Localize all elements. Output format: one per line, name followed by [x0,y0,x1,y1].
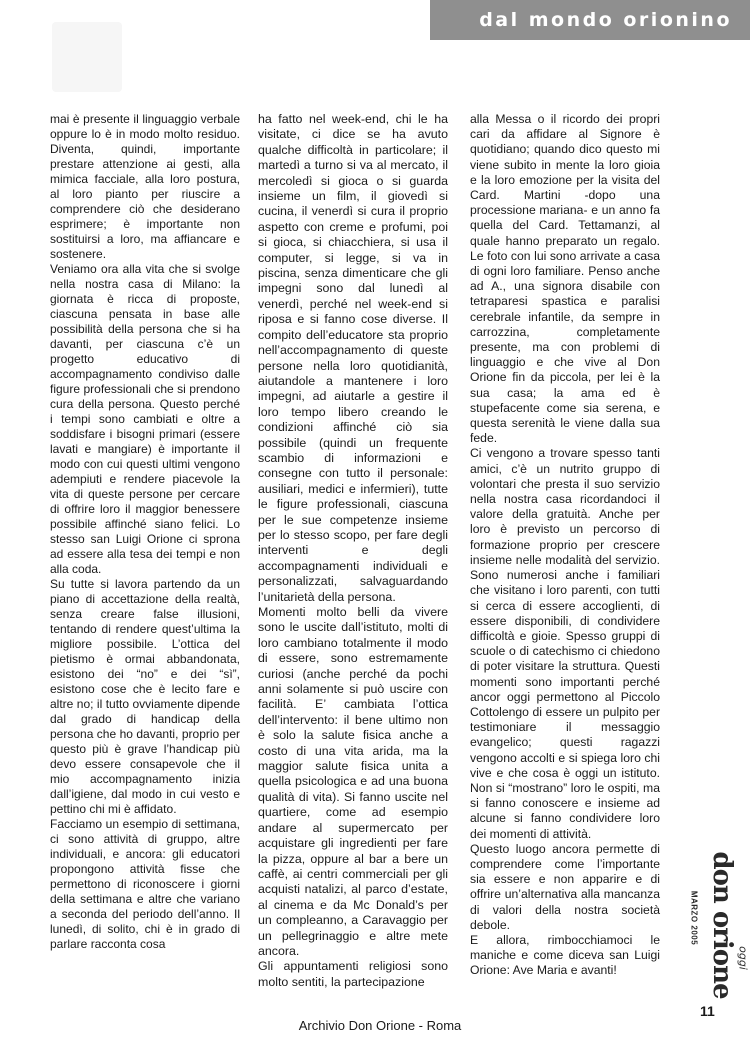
paragraph: Veniamo ora alla vita che si svolge nella nostra casa di Milano: la giornata è ricca di proposte, ciascuna pensata in base alle possibilità della persona che si ha davanti, per ciascuna c’è un progetto educativo di accompagnamento condiviso dalle figure professionali che si prendono cura della persona. Questo perché i tempi sono cambiati e oltre a soddisfare i bisogni primari (essere lavati e mangiare) è importante il modo con cui questi ultimi vengono adempiuti e rendere piacevole la vita di queste persone per cercare di offrire loro il maggior benessere possibile affinché siano felici. Lo stesso san Luigi Orione ci sprona ad essere alla tesa dei tempi e non alla coda. [50,262,240,576]
text-column-3 [470,112,660,979]
paragraph: Facciamo un esempio di settimana, ci sono attività di gruppo, altre individuali, e ancora: gli educatori propongono attività fisse che permettono di riconoscere i giorni della settimana e altre che variano a seconda del periodo dell’anno. Il lunedì, di solito, chi è in grado di parlare racconta cosa [50,817,240,951]
archive-footer: Archivio Don Orione - Roma [298,1018,462,1033]
section-title: dal mondo orionino [479,9,732,31]
paragraph: Ci vengono a trovare spesso tanti amici, c’è un nutrito gruppo di volontari che presta il suo servizio nella nostra casa ricordandoci il valore della gratuità. Anche per loro è previsto un percorso di formazione proprio per crescere insieme nelle modalità del servizio. Sono numerosi anche i familiari che visitano i loro parenti, con tutti si cerca di essere accoglienti, di essere disponibili, di condividere difficoltà e gioie. Spesso gruppi di scuole o di catechismo ci chiedono di poter visitare la struttura. Questi momenti sono importanti perché ancor oggi permettono al Piccolo Cottolengo di essere un pulpito per testimoniare il messaggio evangelico; questi ragazzi vengono accolti e si spiega loro chi vive e che cosa è oggi un istituto. Non si “mostrano” loro le ospiti, ma si fanno conoscere e insieme ad alcune si fanno condividere loro dei momenti di attività. [470,446,660,841]
section-header-band [430,0,750,40]
page-number: 11 [700,1003,715,1019]
paragraph: Gli appuntamenti religiosi sono molto sentiti, la partecipazione [258,959,448,989]
paragraph: mai è presente il linguaggio verbale oppure lo è in modo molto residuo. Diventa, quindi, importante prestare attenzione ai gesti, alla mimica facciale, alla loro postura, al loro pianto per riuscire a comprendere ciò che desiderano esprimere; è importante non sostituirsi a loro, ma affiancare e sostenere. [50,112,240,261]
magazine-logo: don orione [707,851,737,999]
issue-date: MARZO 2005 [689,890,699,946]
magazine-logo-subtitle: oggi [736,946,750,970]
text-column-1 [50,112,240,952]
text-column-2 [258,112,448,990]
paragraph: E allora, rimbocchiamoci le maniche e come diceva san Luigi Orione: Ave Maria e avanti! [470,932,660,978]
paragraph: alla Messa o il ricordo dei propri cari da affidare al Signore è quotidiano; quando dico questo mi viene subito in mente la loro gioia e la loro emozione per la visita del Card. Martini -dopo una processione mariana- e un anno fa quella del Card. Tettamanzi, al quale hanno preparato un regalo. Le foto con lui sono arrivate a casa di ogni loro familiare. Penso anche ad A., una signora disabile con tetraparesi spastica e paralisi cerebrale infantile, da sempre in carrozzina, completamente presente, ma con problemi di linguaggio e che vive al Don Orione fin da piccola, per lei è la sua casa; la ama ed è stupefacente come sia serena, e questa serenità le viene dalla sua fede. [470,112,660,446]
paragraph: ha fatto nel week-end, chi le ha visitate, ci dice se ha avuto qualche difficoltà in particolare; il martedì a turno si va al mercato, il mercoledì si gioca o si guarda insieme un film, il giovedì si cucina, il venerdì si cura il proprio aspetto con creme e profumi, poi si gioca, si chiacchiera, si usa il computer, si legge, si va in piscina, senza dimenticare che gli impegni sono dal lunedì al venerdì, perché nel week-end si riposa e si fanno cose diverse. Il compito dell’educatore sta proprio nell’accompagnamento di queste persone nella loro quotidianità, aiutandole a mantenere i loro impegni, ad aiutarle a gestire il loro tempo libero creando le condizioni affinché ciò sia possibile (quindi un frequente scambio di informazioni e consegne con tutto il personale: ausiliari, medici e infermieri), tutte le figure professionali, ciascuna per le sue competenze insieme per lo stesso scopo, per fare degli interventi e degli accompagnamenti individuali e personalizzati, salvaguardando l’unitarietà della persona. [258,112,448,604]
faded-photo-corner [52,22,122,92]
paragraph: Su tutte si lavora partendo da un piano di accettazione della realtà, senza creare false illusioni, tentando di rendere quest’ultima la migliore possibile. L’ottica del pietismo è ormai abbandonata, esistono dei “no” e dei “sì”, esistono cose che è lecito fare e altre no; il tutto ovviamente dipende dal grado di handicap della persona che ho davanti, proprio per questo più è grave l’handicap più devo essere consapevole che il mio accompagnamento inizia dall’igiene, dal modo in cui vesto e pettino chi mi è affidato. [50,577,240,816]
paragraph: Momenti molto belli da vivere sono le uscite dall’istituto, molti di loro cambiano totalmente il modo di essere, sono estremamente curiosi (anche perché da pochi anni solamente si può uscire con facilità. E’ cambiata l’ottica dell’intervento: il bene ultimo non è solo la salute fisica anche a costo di una vita arida, ma la maggior salute fisica unita a quella psicologica e ad una buona qualità di vita). Si fanno uscite nel quartiere, come ad esempio andare al supermercato per acquistare gli ingredienti per fare la pizza, oppure al bar a bere un caffè, ai centri commerciali per gli acquisti natalizi, al parco d’estate, al cinema e da Mc Donald’s per un compleanno, a Caravaggio per un pellegrinaggio e altre mete ancora. [258,605,448,958]
paragraph: Questo luogo ancora permette di comprendere come l’importante sia essere e non apparire e di offrire un’alternativa alla mancanza di valori della nostra società debole. [470,841,660,932]
